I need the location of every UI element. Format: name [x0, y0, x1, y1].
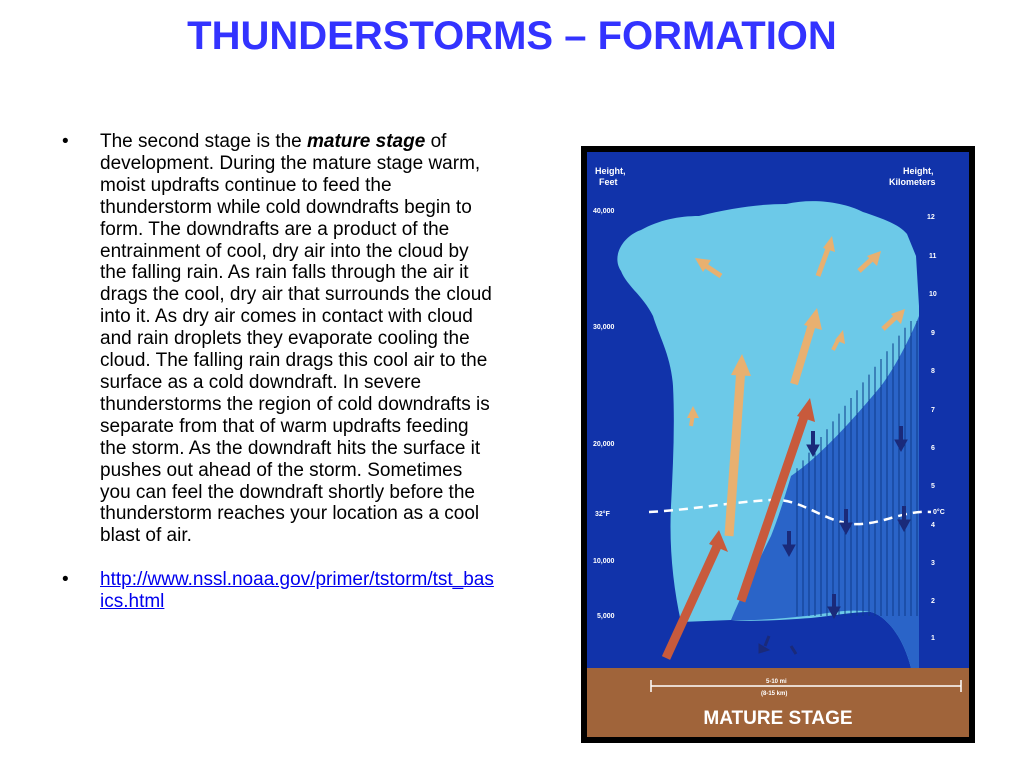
km-label: 1 [931, 635, 935, 642]
scale-label-miles: 5-10 mi [766, 679, 787, 685]
km-label: 2 [931, 598, 935, 605]
freezing-label-celsius: 0°C [933, 509, 945, 516]
diagram-svg [581, 146, 975, 743]
freezing-label-fahrenheit: 32°F [595, 511, 610, 518]
right-axis-title-line1: Height, [903, 166, 934, 176]
km-label: 11 [929, 253, 937, 260]
bullet-dot: • [62, 569, 69, 591]
right-axis-title-line2: Kilometers [889, 177, 936, 187]
left-axis-title-line1: Height, [595, 166, 626, 176]
feet-label: 10,000 [593, 558, 615, 565]
km-label: 12 [927, 214, 935, 221]
source-link[interactable]: http://www.nssl.noaa.gov/primer/tstorm/tst_basics.html [100, 569, 494, 613]
bullet-text-prefix: The second stage is the [100, 131, 308, 152]
mature-stage-diagram [581, 146, 975, 743]
bullet-item-link [62, 569, 498, 613]
bullet-item-mature-stage [62, 131, 498, 547]
scale-label-km: (8-15 km) [761, 691, 788, 697]
feet-label: 40,000 [593, 208, 615, 215]
feet-label: 20,000 [593, 441, 615, 448]
km-label: 5 [931, 483, 935, 490]
bullet-dot: • [62, 131, 69, 152]
feet-label: 30,000 [593, 324, 615, 331]
km-label: 7 [931, 407, 935, 414]
left-axis-title-line2: Feet [599, 177, 618, 187]
diagram-caption: MATURE STAGE [703, 708, 853, 729]
bullet-list [62, 131, 498, 635]
km-label: 9 [931, 330, 935, 337]
km-label: 3 [931, 560, 935, 567]
km-label: 10 [929, 291, 937, 298]
bullet-text-body: of development. During the mature stage warm, moist updrafts continue to feed the thunderstorm while cold downdrafts begin to form. The downdrafts are a product of the entrainment of cool, dry air into the cloud by the falling rain. As rain falls through the air it drags the cool, dry air that surrounds the cloud into it. As dry air comes in contact with cloud and rain droplets they evaporate cooling the cloud. The falling rain drags this cool air to the surface as a cold downdraft. In severe thunderstorms the region of cold downdrafts is separate from that of warm updrafts feeding the storm. As the downdraft hits the surface it pushes out ahead of the storm. Sometimes you can feel the downdraft shortly before the thunderstorm reaches your location as a cool blast of air. [100, 131, 492, 547]
feet-label: 5,000 [597, 613, 615, 620]
bullet-text-emphasis: mature stage [307, 131, 426, 152]
slide-title: THUNDERSTORMS – FORMATION [187, 14, 837, 58]
km-label: 8 [931, 368, 935, 375]
km-label: 4 [931, 522, 935, 529]
km-label: 6 [931, 445, 935, 452]
